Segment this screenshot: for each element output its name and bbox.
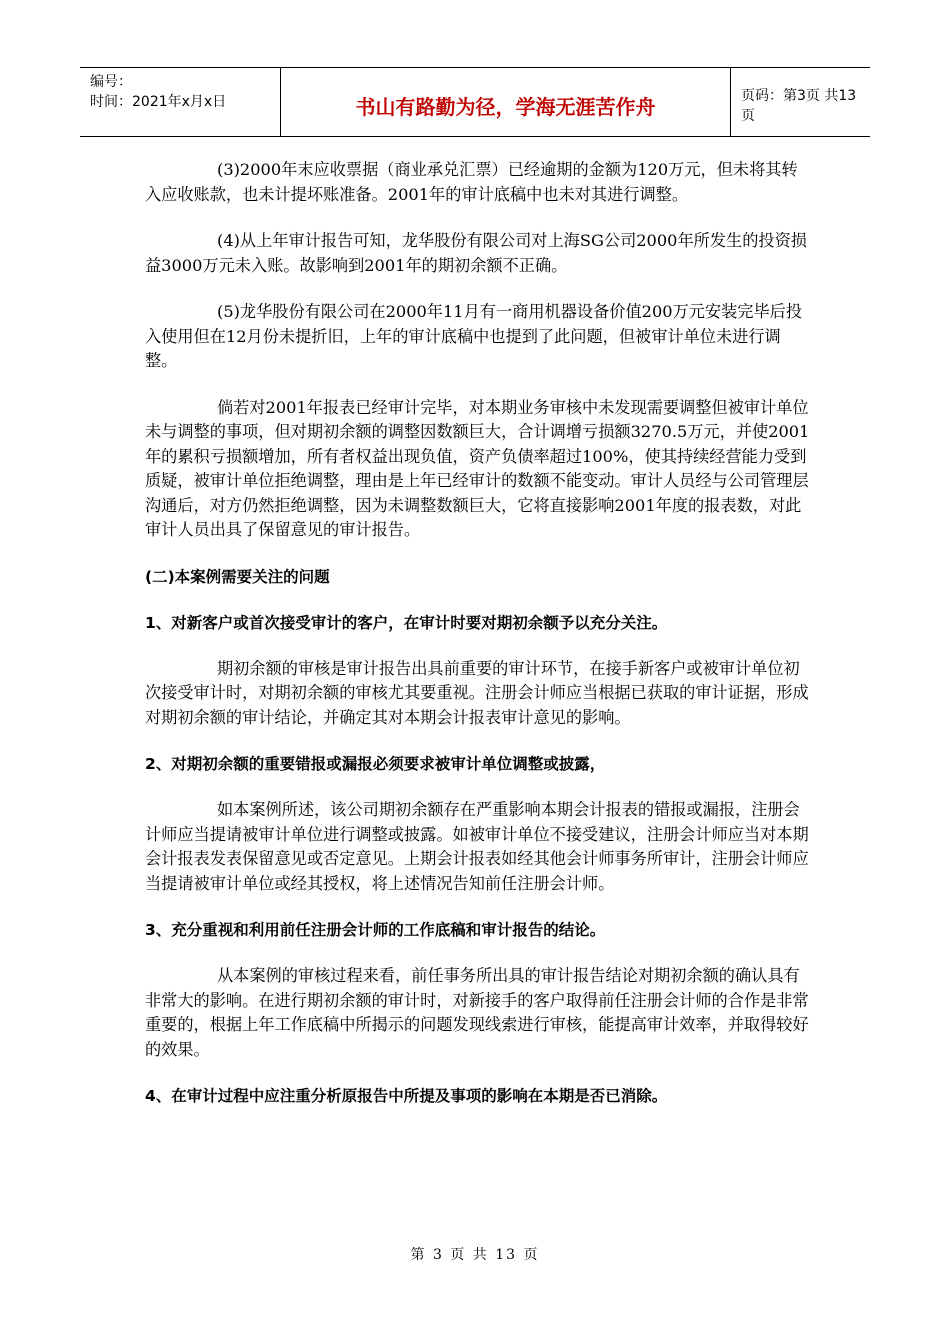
- header-meta: [80, 68, 281, 136]
- issue-paragraph-1: 期初余额的审核是审计报告出具前重要的审计环节，在接手新客户或被审计单位初次接受审计时，对期初余额的审核尤其要重视。注册会计师应当根据已获取的审计证据，形成对期初余额的审计结论，并确定其对本期会计报表审计意见的影响。: [145, 658, 809, 727]
- paragraph-audit-conclusion: 倘若对2001年报表已经审计完毕，对本期业务审核中未发现需要调整但被审计单位未与调整的事项，但对期初余额的调整因数额巨大，合计调增亏损额3270.5万元，并使2001年的累积亏损额增加，所有者权益出现负值，资产负债率超过100%，使其持续经营能力受到质疑，被审计单位拒绝调整，理由是上年已经审计的数额不能变动。审计人员经与公司管理层沟通后，对方仍然拒绝调整，因为未调整数额巨大，它将直接影响2001年度的报表数，对此审计人员出具了保留意见的审计报告。: [145, 397, 810, 539]
- header-motto: 书山有路勤为径，学海无涯苦作舟: [281, 68, 731, 136]
- issue-heading-4: 4、在审计过程中应注重分析原报告中所提及事项的影响在本期是否已消除。: [145, 1087, 668, 1105]
- paragraph-item-4: (4)从上年审计报告可知，龙华股份有限公司对上海SG公司2000年所发生的投资损益3000万元未入账。故影响到2001年的期初余额不正确。: [145, 231, 807, 275]
- issue-paragraph-2: 如本案例所述，该公司期初余额存在严重影响本期会计报表的错报或漏报，注册会计师应当提请被审计单位进行调整或披露。如被审计单位不接受建议，注册会计师应当对本期会计报表发表保留意见或否定意见。上期会计报表如经其他会计师事务所审计，注册会计师应当提请被审计单位或经其授权，将上述情况告知前任注册会计师。: [145, 800, 809, 893]
- paragraph-item-5: (5)龙华股份有限公司在2000年11月有一商用机器设备价值200万元安装完毕后投入使用但在12月份未提折旧，上年的审计底稿中也提到了此问题，但被审计单位未进行调整。: [145, 302, 803, 370]
- document-body: [145, 158, 810, 1130]
- issue-heading-3: 3、充分重视和利用前任注册会计师的工作底稿和审计报告的结论。: [145, 921, 606, 939]
- document-date-label: 时间：2021年x月x日: [90, 94, 227, 110]
- page-footer: 第 3 页 共 13 页: [410, 1247, 540, 1263]
- issue-paragraph-3: 从本案例的审核过程来看，前任事务所出具的审计报告结论对期初余额的确认具有非常大的影响。在进行期初余额的审计时，对新接手的客户取得前任注册会计师的合作是非常重要的，根据上年工作底稿中所揭示的问题发现线索进行审核，能提高审计效率，并取得较好的效果。: [145, 966, 809, 1059]
- issue-heading-1: 1、对新客户或首次接受审计的客户，在审计时要对期初余额予以充分关注。: [145, 613, 668, 632]
- issue-heading-2: 2、对期初余额的重要错报或漏报必须要求被审计单位调整或披露，: [145, 755, 606, 773]
- header-page-number: 页码：第3页 共13页: [741, 88, 857, 124]
- paragraph-item-3: (3)2000年末应收票据（商业承兑汇票）已经逾期的金额为120万元，但未将其转入应收账款，也未计提坏账准备。2001年的审计底稿中也未对其进行调整。: [145, 160, 798, 204]
- document-number-label: 编号：: [90, 74, 132, 90]
- page-header: [80, 67, 870, 137]
- section-heading: (二)本案例需要关注的问题: [145, 567, 330, 586]
